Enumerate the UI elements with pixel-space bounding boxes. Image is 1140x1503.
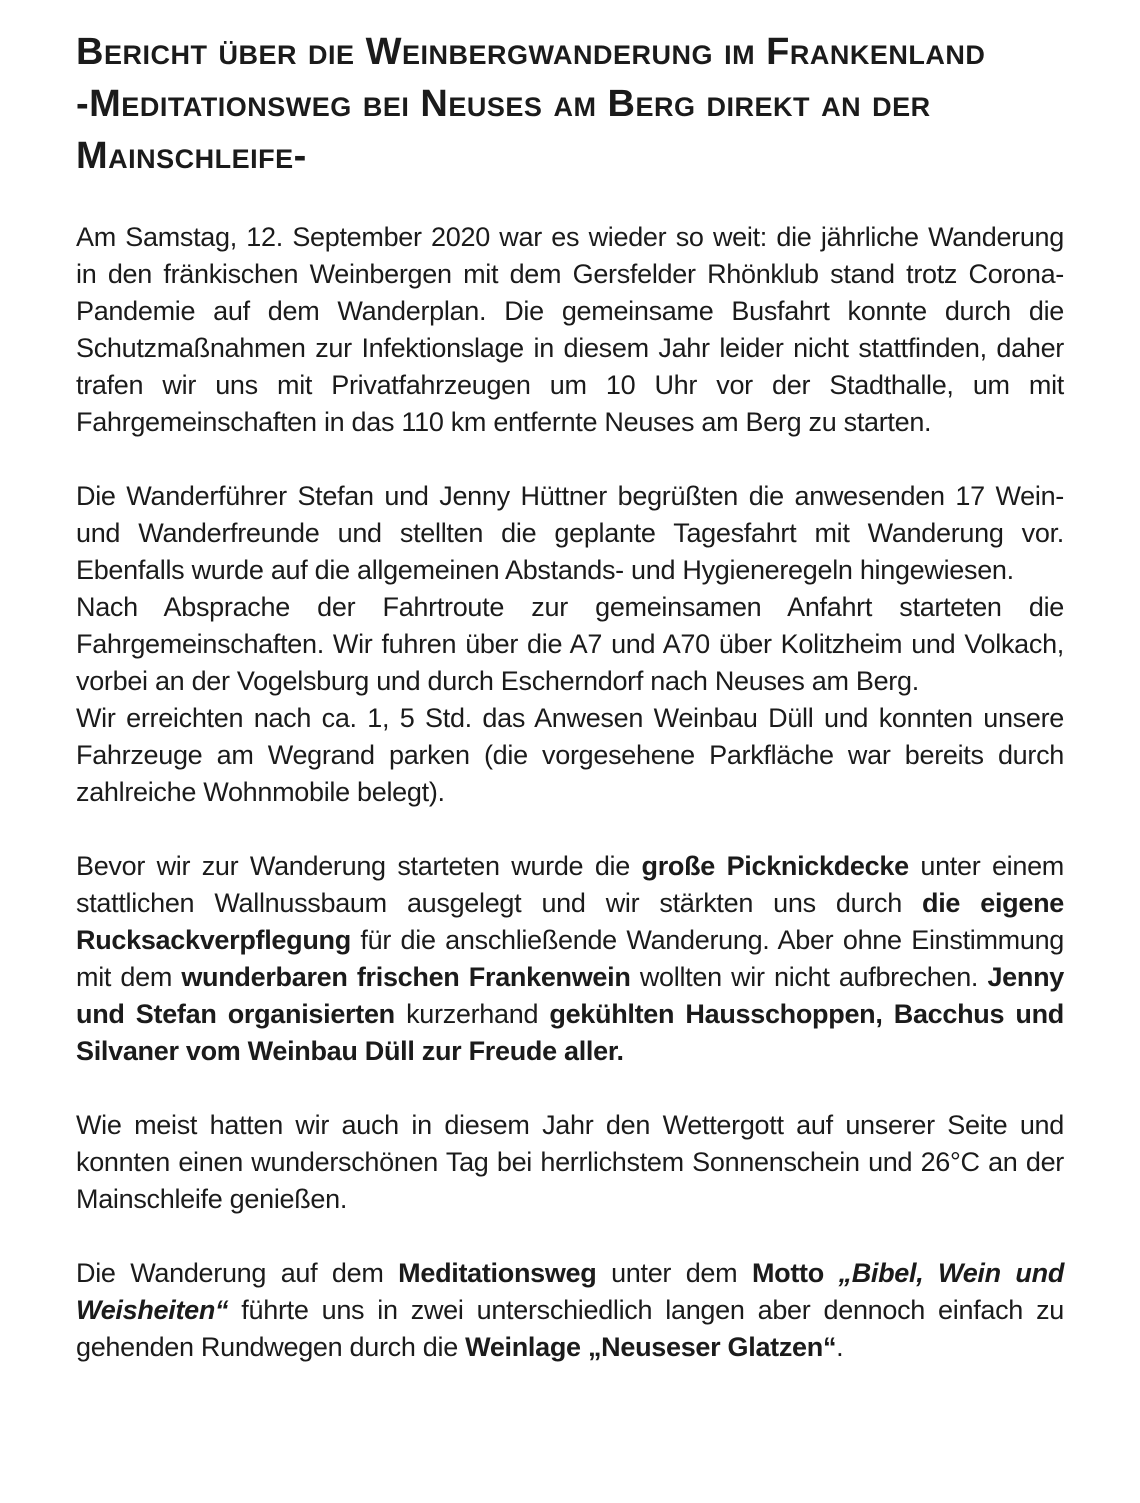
text-run: wunderbaren frischen Frankenwein <box>181 962 631 992</box>
title-line: -Meditationsweg bei Neuses am Berg direkt an der <box>76 83 931 125</box>
paragraph <box>76 478 1064 589</box>
text-run: kurzerhand <box>394 999 550 1029</box>
document-body <box>76 219 1064 1366</box>
text-run: Am Samstag, 12. September 2020 war es wieder so weit: die jährliche Wanderung in den fränkischen Weinbergen mit dem Gersfelder Rhönklub stand trotz Corona-Pandemie auf dem Wanderplan. Die gemeinsame Busfahrt konnte durch die Schutzmaßnahmen zur Infektionslage in diesem Jahr leider nicht stattfinden, daher trafen wir uns mit Privatfahrzeugen um 10 Uhr vor der Stadthalle, um mit Fahrgemeinschaften in das 110 km entfernte Neuses am Berg zu starten. <box>76 222 1064 437</box>
paragraph <box>76 848 1064 1070</box>
text-run: unter dem <box>596 1258 752 1288</box>
paragraph <box>76 700 1064 811</box>
text-run: Bevor wir zur Wanderung starteten wurde die <box>76 851 642 881</box>
text-run: Meditationsweg <box>398 1258 597 1288</box>
text-run: Motto <box>751 1258 839 1288</box>
text-run: Wie meist hatten wir auch in diesem Jahr den Wettergott auf unserer Seite und konnten einen wunderschönen Tag bei herrlichstem Sonnenschein und 26°C an der Mainschleife genießen. <box>76 1110 1064 1214</box>
text-run: wollten wir nicht aufbrechen. <box>630 962 988 992</box>
text-run: große Picknickdecke <box>641 851 909 881</box>
text-run: Jenny und Stefan organisierten <box>76 962 1064 1029</box>
text-run: die eigene Rucksackverpflegung <box>76 888 1064 955</box>
title-line: Mainschleife- <box>76 135 307 177</box>
document-title <box>76 26 1064 182</box>
text-run: Nach Absprache der Fahrtroute zur gemeinsamen Anfahrt starteten die Fahrgemeinschaften. Wir fuhren über die A7 und A70 über Kolitzheim und Volkach, vorbei an der Vogelsburg und durch Escherndorf nach Neuses am Berg. <box>76 592 1064 696</box>
text-run: Wir erreichten nach ca. 1, 5 Std. das Anwesen Weinbau Düll und konnten unsere Fahrzeuge am Wegrand parken (die vorgesehene Parkfläche war bereits durch zahlreiche Wohnmobile belegt). <box>76 703 1064 807</box>
text-run: „Bibel, Wein und Weisheiten“ <box>76 1258 1065 1325</box>
paragraph <box>76 1255 1064 1366</box>
text-run: unter einem stattlichen Wallnussbaum ausgelegt und wir stärkten uns durch <box>76 851 1064 918</box>
text-run: . <box>836 1332 844 1362</box>
text-run: führte uns in zwei unterschiedlich langen aber dennoch einfach zu gehenden Rundwegen durch die <box>76 1295 1064 1362</box>
text-run: für die anschließende Wanderung. Aber ohne Einstimmung mit dem <box>76 925 1064 992</box>
text-run: Die Wanderung auf dem <box>76 1258 399 1288</box>
text-run: gekühlten Hausschoppen, Bacchus und Silvaner vom Weinbau Düll zur Freude aller. <box>76 999 1065 1066</box>
paragraph <box>76 219 1064 441</box>
text-run: Weinlage „Neuseser Glatzen“ <box>465 1332 837 1362</box>
text-run: Die Wanderführer Stefan und Jenny Hüttner begrüßten die anwesenden 17 Wein- und Wanderfreunde und stellten die geplante Tagesfahrt mit Wanderung vor. Ebenfalls wurde auf die allgemeinen Abstands- und Hygieneregeln hingewiesen. <box>76 481 1064 585</box>
paragraph <box>76 1107 1064 1218</box>
title-line: Bericht über die Weinbergwanderung im Frankenland <box>76 31 986 73</box>
paragraph <box>76 589 1064 700</box>
